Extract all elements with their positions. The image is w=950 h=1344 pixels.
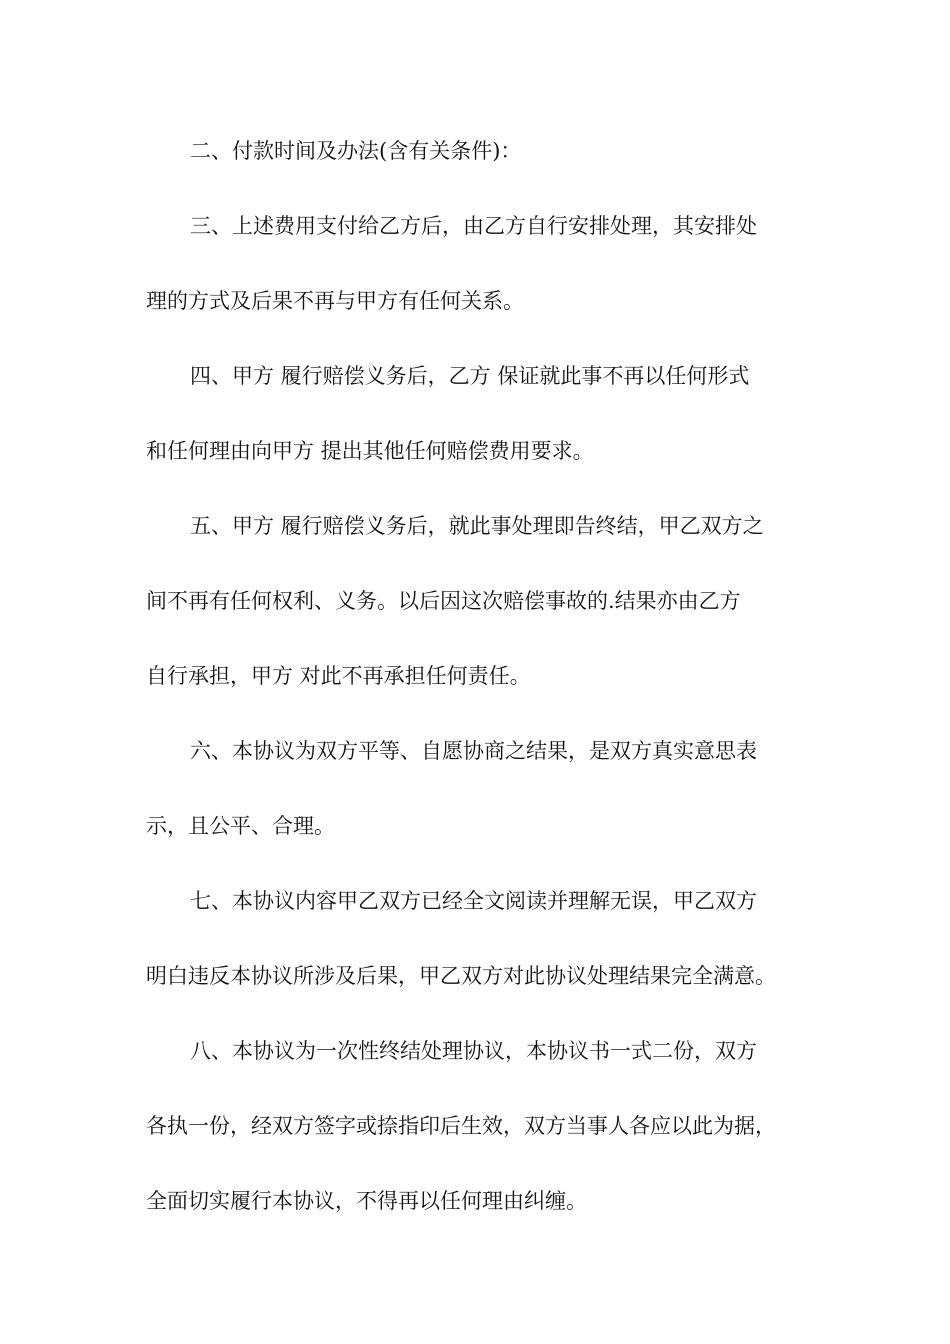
- clause-7-line-2: 明白违反本协议所涉及后果，甲乙双方对此协议处理结果完全满意。: [146, 964, 776, 988]
- clause-6-line-2: 示，且公平、合理。: [146, 814, 335, 838]
- clause-3-line-1: 三、上述费用支付给乙方后，由乙方自行安排处理，其安排处: [190, 214, 757, 238]
- clause-7-line-1: 七、本协议内容甲乙双方已经全文阅读并理解无误，甲乙双方: [190, 889, 757, 913]
- clause-8-line-3: 全面切实履行本协议，不得再以任何理由纠缠。: [146, 1189, 587, 1213]
- clause-8-line-2: 各执一份，经双方签字或捺指印后生效，双方当事人各应以此为据，: [146, 1114, 776, 1138]
- clause-6-line-1: 六、本协议为双方平等、自愿协商之结果，是双方真实意思表: [190, 739, 757, 763]
- clause-8-line-1: 八、本协议为一次性终结处理协议，本协议书一式二份，双方: [190, 1039, 757, 1063]
- clause-2-line-1: 二、付款时间及办法(含有关条件)：: [190, 139, 522, 163]
- agreement-text: [146, 131, 826, 1256]
- clause-4-line-2: 和任何理由向甲方 提出其他任何赔偿费用要求。: [146, 439, 594, 463]
- clause-4-line-1: 四、甲方 履行赔偿义务后，乙方 保证就此事不再以任何形式: [190, 364, 750, 388]
- clause-5-line-2: 间不再有任何权利、义务。以后因这次赔偿事故的.结果亦由乙方: [146, 589, 741, 613]
- clause-5-line-1: 五、甲方 履行赔偿义务后，就此事处理即告终结，甲乙双方之: [190, 514, 764, 538]
- clause-5-line-3: 自行承担，甲方 对此不再承担任何责任。: [146, 664, 531, 688]
- clause-3-line-2: 理的方式及后果不再与甲方有任何关系。: [146, 289, 524, 313]
